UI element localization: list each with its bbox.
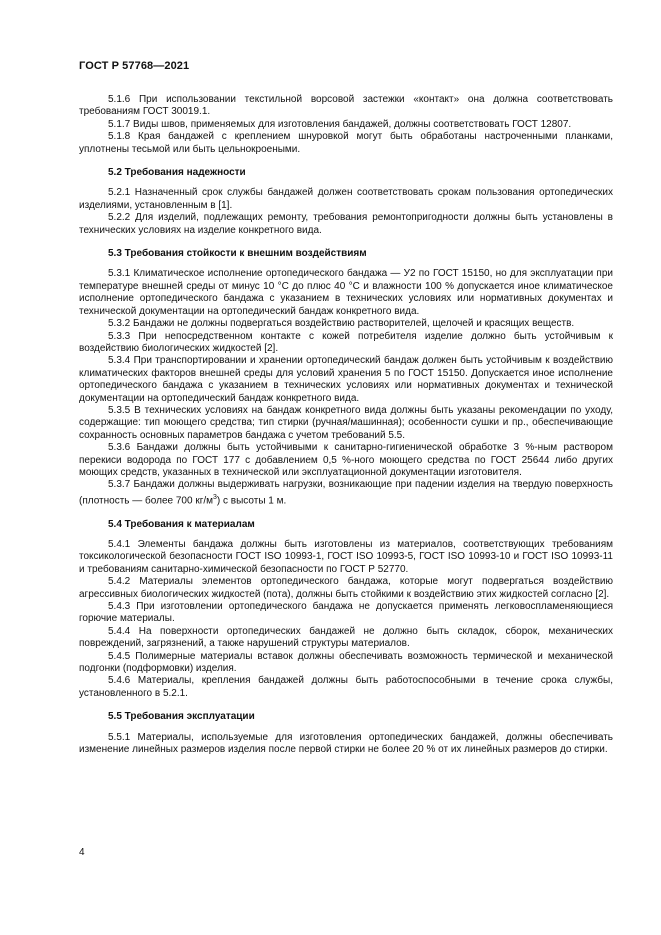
paragraph-5-4-1: 5.4.1 Элементы бандажа должны быть изготовлены из материалов, соответствующих требованиям токсикологической безопасности ГОСТ ISO 10993-1, ГОСТ ISO 10993-5, ГОСТ ISO 10993-10 и ГОСТ ISO 10993-11 и требованиям санитарно-химической безопасности по ГОСТ Р 52770.	[79, 538, 613, 575]
paragraph-5-3-6: 5.3.6 Бандажи должны быть устойчивыми к санитарно-гигиенической обработке 3 %-ным раствором перекиси водорода по ГОСТ 177 с добавлением 0,5 %-ного моющего средства по ГОСТ 25644 либо других моющих средств, указанных в технической или эксплуатационной документации изготовителя.	[79, 442, 613, 478]
section-heading-5-4: 5.4 Требования к материалам	[108, 518, 255, 530]
paragraph-5-4-5: 5.4.5 Полимерные материалы вставок должны обеспечивать возможность термической и механической подгонки (подформовки) изделия.	[79, 650, 613, 674]
paragraph-5-5-1: 5.5.1 Материалы, используемые для изготовления ортопедических бандажей, должны обеспечивать изменение линейных размеров изделия после первой стирки не более 20 % от их линейных размеров до стирки.	[79, 731, 613, 756]
paragraph-5-3-3: 5.3.3 При непосредственном контакте с кожей потребителя изделие должно быть устойчивым к воздействию биологических жидкостей [2].	[79, 330, 613, 354]
paragraph-5-3-5: 5.3.5 В технических условиях на бандаж конкретного вида должны быть указаны рекомендации по уходу, содержащие: тип моющего средства; тип стирки (ручная/машинная); особенности сушки и пр., обеспечивающие сохранность основных параметров бандажа с учетом требований 5.5.	[79, 404, 613, 441]
paragraph-5-3-1: 5.3.1 Климатическое исполнение ортопедического бандажа — У2 по ГОСТ 15150, но для эксплуатации при температуре внешней среды от минус 10 °С до плюс 40 °С и влажности 100 % допускается иное климатическое исполнение ортопедического бандажа с указанием в технических условиях или нормативных документах и технической документации на ортопедический бандаж конкретного вида.	[79, 268, 613, 317]
paragraph-5-4-3: 5.4.3 При изготовлении ортопедического бандажа не допускается применять легковоспламеняющиеся горючие материалы.	[79, 600, 613, 625]
section-heading-5-2: 5.2 Требования надежности	[108, 167, 246, 179]
paragraph-5-3-7-tail: ) с высоты 1 м.	[216, 495, 287, 507]
paragraph-5-4-2: 5.4.2 Материалы элементов ортопедического бандажа, которые могут подвергаться воздействию агрессивных биологических жидкостей (пота), должны быть стойкими к воздействию этих жидкостей согласно [2].	[79, 576, 613, 600]
standard-header: ГОСТ Р 57768—2021	[79, 60, 190, 72]
paragraph-5-4-6: 5.4.6 Материалы, крепления бандажей должны быть работоспособными в течение срока службы, установленного в 5.2.1.	[79, 675, 613, 699]
paragraph-5-4-4: 5.4.4 На поверхности ортопедических бандажей не должно быть складок, сборок, механических повреждений, загрязнений, а также нарушений структуры материалов.	[79, 625, 613, 650]
section-heading-5-5: 5.5 Требования эксплуатации	[108, 711, 255, 723]
paragraph-5-1-7: 5.1.7 Виды швов, применяемых для изготовления бандажей, должны соответствовать ГОСТ 12807.	[108, 118, 572, 130]
paragraph-5-2-1: 5.2.1 Назначенный срок службы бандажей должен соответствовать срокам пользования ортопедических изделиями, установленным в [1].	[79, 187, 613, 211]
paragraph-5-3-7	[79, 479, 613, 507]
document-body	[79, 94, 613, 756]
page-number: 4	[79, 847, 85, 858]
paragraph-5-1-6: 5.1.6 При использовании текстильной ворсовой застежки «контакт» она должна соответствовать требованиям ГОСТ 30019.1.	[79, 94, 613, 118]
section-heading-5-3: 5.3 Требования стойкости к внешним воздействиям	[108, 248, 367, 260]
paragraph-5-3-2: 5.3.2 Бандажи не должны подвергаться воздействию растворителей, щелочей и красящих веществ.	[108, 318, 575, 330]
paragraph-5-3-7-text: 5.3.7 Бандажи должны выдерживать нагрузки, возникающие при падении изделия на твердую поверхность (плотность — более 700 кг/м	[79, 479, 613, 507]
cubic-superscript: 3	[213, 493, 217, 501]
paragraph-5-2-2: 5.2.2 Для изделий, подлежащих ремонту, требования ремонтопригодности должны быть установлены в технических условиях на изделие конкретного вида.	[79, 212, 613, 236]
paragraph-5-1-8: 5.1.8 Края бандажей с креплением шнуровкой могут быть обработаны настроченными планками, уплотнены тесьмой или быть цельнокроеными.	[79, 131, 613, 155]
paragraph-5-3-4: 5.3.4 При транспортировании и хранении ортопедический бандаж должен быть устойчивым к воздействию климатических факторов внешней среды для условий хранения 5 по ГОСТ 15150. Допускается иное исполнение ортопедического бандажа с указанием в технических условиях или нормативных документах и технической документации на ортопедический бандаж конкретного вида.	[79, 355, 613, 404]
